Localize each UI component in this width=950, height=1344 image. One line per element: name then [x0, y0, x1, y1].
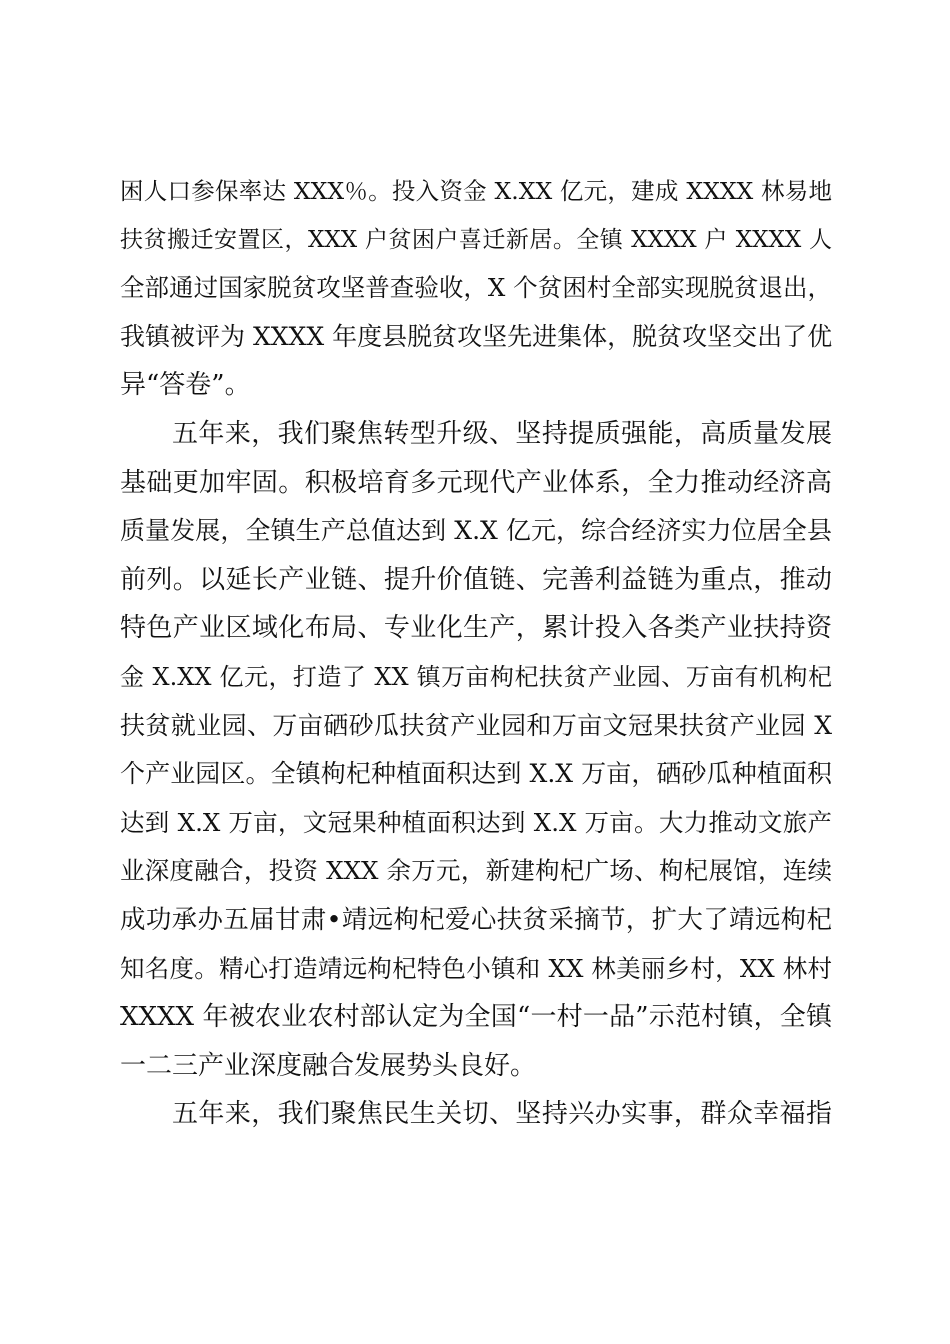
- text-line: 成功承办五届甘肃•靖远枸杞爱心扶贫采摘节，扩大了靖远枸杞: [120, 904, 832, 935]
- text-line: 金 X.XX 亿元，打造了 XX 镇万亩枸杞扶贫产业园、万亩有机枸杞: [120, 662, 832, 691]
- body-text: [120, 167, 832, 1139]
- text-line: 达到 X.X 万亩，文冠果种植面积达到 X.X 万亩。大力推动文旅产: [120, 807, 832, 837]
- text-line: 知名度。精心打造靖远枸杞特色小镇和 XX 林美丽乡村，XX 林村: [120, 953, 832, 983]
- text-line: XXXX 年被农业农村部认定为全国“一村一品”示范村镇，全镇: [120, 1002, 832, 1033]
- text-line: 一二三产业深度融合发展势头良好。: [120, 1050, 537, 1081]
- text-line: 基础更加牢固。积极培育多元现代产业体系，全力推动经济高: [120, 467, 832, 498]
- text-line: 扶贫就业园、万亩硒砂瓜扶贫产业园和万亩文冠果扶贫产业园 X: [120, 710, 832, 740]
- text-line: 业深度融合，投资 XXX 余万元，新建枸杞广场、枸杞展馆，连续: [120, 856, 832, 886]
- paragraph-start-line: 五年来，我们聚焦转型升级、坚持提质强能，高质量发展: [172, 418, 832, 449]
- text-line: 我镇被评为 XXXX 年度县脱贫攻坚先进集体，脱贫攻坚交出了优: [120, 321, 832, 351]
- text-line: 困人口参保率达 XXX％。投入资金 X.XX 亿元，建成 XXXX 林易地: [120, 177, 832, 205]
- text-line: 扶贫搬迁安置区，XXX 户贫困户喜迁新居。全镇 XXXX 户 XXXX 人: [120, 226, 832, 253]
- text-line: 前列。以延长产业链、提升价值链、完善利益链为重点，推动: [120, 564, 832, 595]
- text-line: 异“答卷”。: [120, 370, 251, 401]
- text-line: 质量发展，全镇生产总值达到 X.X 亿元，综合经济实力位居全县: [120, 516, 832, 546]
- text-line: 个产业园区。全镇枸杞种植面积达到 X.X 万亩，硒砂瓜种植面积: [120, 759, 832, 789]
- text-line: 全部通过国家脱贫攻坚普查验收，X 个贫困村全部实现脱贫退出，: [120, 273, 832, 303]
- text-line: 特色产业区域化布局、专业化生产，累计投入各类产业扶持资: [120, 613, 832, 644]
- paragraph-start-line: 五年来，我们聚焦民生关切、坚持兴办实事，群众幸福指: [172, 1099, 832, 1130]
